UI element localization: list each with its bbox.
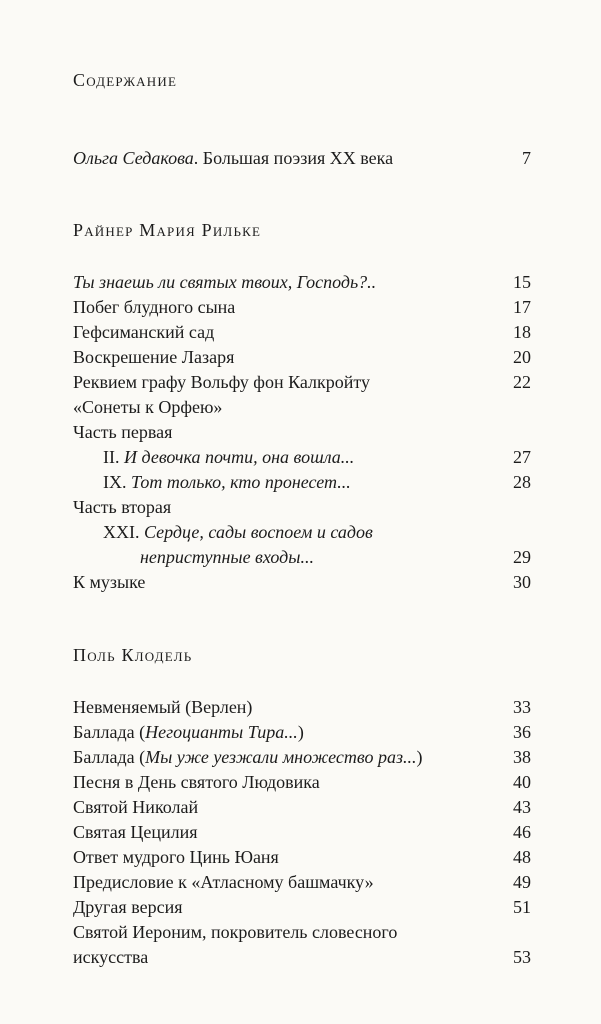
page-number: 30: [513, 572, 531, 592]
toc-entry: [73, 770, 531, 794]
toc-entry: [73, 295, 531, 319]
page-number: 27: [513, 447, 531, 467]
entry-title: Песня в День святого Людовика: [73, 772, 320, 792]
toc-entry: [103, 470, 531, 494]
toc-entry: [73, 270, 531, 294]
sonnet-number: II.: [103, 447, 120, 467]
page-number: 15: [513, 272, 531, 292]
page-number: 18: [513, 322, 531, 342]
page-number: 43: [513, 797, 531, 817]
entry-title: «Сонеты к Орфею»: [73, 397, 223, 417]
entry-title: Тот только, кто пронесет...: [131, 472, 351, 492]
toc-entry: [73, 345, 531, 369]
entry-title: Другая версия: [73, 897, 183, 917]
toc-entry: [73, 495, 531, 519]
page-number: 51: [513, 897, 531, 917]
entry-title: И девочка почти, она вошла...: [124, 447, 355, 467]
toc-entry: [73, 420, 531, 444]
toc-title: Содержание: [73, 70, 178, 90]
entry-title: Часть вторая: [73, 497, 172, 517]
page-number: 49: [513, 872, 531, 892]
entry-title: Предисловие к «Атласному башмачку»: [73, 872, 374, 892]
page-number: 17: [513, 297, 531, 317]
page-number: 53: [513, 947, 531, 967]
entry-author: Ольга Седакова: [73, 148, 194, 168]
toc-entry: [103, 445, 531, 469]
toc-entry: [73, 895, 531, 919]
entry-title: Невменяемый (Верлен): [73, 697, 253, 717]
toc-entry: [73, 920, 531, 944]
entry-title: Сердце, сады воспоем и садов: [144, 522, 373, 542]
page-number: 22: [513, 372, 531, 392]
toc-entry: [73, 695, 531, 719]
entry-title-italic: Мы уже уезжали множество раз...: [145, 747, 417, 767]
toc-entry: [140, 545, 531, 569]
toc-entry: [73, 795, 531, 819]
entry-title: Воскрешение Лазаря: [73, 347, 235, 367]
page-number: 7: [522, 148, 531, 168]
toc-entry: [73, 820, 531, 844]
entry-title-prefix: Баллада (: [73, 722, 146, 742]
page-number: 20: [513, 347, 531, 367]
entry-title: неприступные входы...: [140, 547, 314, 567]
entry-title-italic: Негоцианты Тира...: [145, 722, 298, 742]
entry-title: Реквием графу Вольфу фон Калкройту: [73, 372, 370, 392]
entry-title: Часть первая: [73, 422, 173, 442]
toc-entry: [103, 520, 531, 544]
entry-title: Святой Николай: [73, 797, 199, 817]
toc-entry: [73, 845, 531, 869]
page-number: 28: [513, 472, 531, 492]
sonnet-number: XXI.: [103, 522, 140, 542]
toc-entry: [73, 720, 531, 744]
entry-title: Гефсиманский сад: [73, 322, 215, 342]
page-number: 40: [513, 772, 531, 792]
entry-title: искусства: [73, 947, 149, 967]
entry-title: . Большая поэзия XX века: [193, 148, 394, 168]
page-number: 36: [513, 722, 531, 742]
toc-entry: [73, 745, 531, 769]
entry-title: Святая Цецилия: [73, 822, 198, 842]
entry-title-prefix: Баллада (: [73, 747, 146, 767]
toc-entry: [73, 570, 531, 594]
page-number: 33: [513, 697, 531, 717]
toc-entry: [73, 870, 531, 894]
entry-title-suffix: ): [297, 722, 304, 742]
toc-entry: [73, 370, 531, 394]
section-heading-claudel: Поль Клодель: [73, 645, 193, 665]
sonnet-number: IX.: [103, 472, 127, 492]
entry-title: Ты знаешь ли святых твоих, Господь?..: [73, 272, 377, 292]
toc-entry: [73, 395, 531, 419]
page-number: 48: [513, 847, 531, 867]
toc-entry: [73, 320, 531, 344]
page-number: 29: [513, 547, 531, 567]
entry-title-suffix: ): [416, 747, 423, 767]
toc-entry-intro: [73, 146, 531, 170]
page-number: 38: [513, 747, 531, 767]
entry-title: Святой Иероним, покровитель словесного: [73, 922, 398, 942]
entry-title: Ответ мудрого Цинь Юаня: [73, 847, 279, 867]
entry-title: К музыке: [73, 572, 146, 592]
toc-entry: [73, 945, 531, 969]
page-number: 46: [513, 822, 531, 842]
entry-title: Побег блудного сына: [73, 297, 236, 317]
section-heading-rilke: Райнер Мария Рильке: [73, 220, 262, 240]
